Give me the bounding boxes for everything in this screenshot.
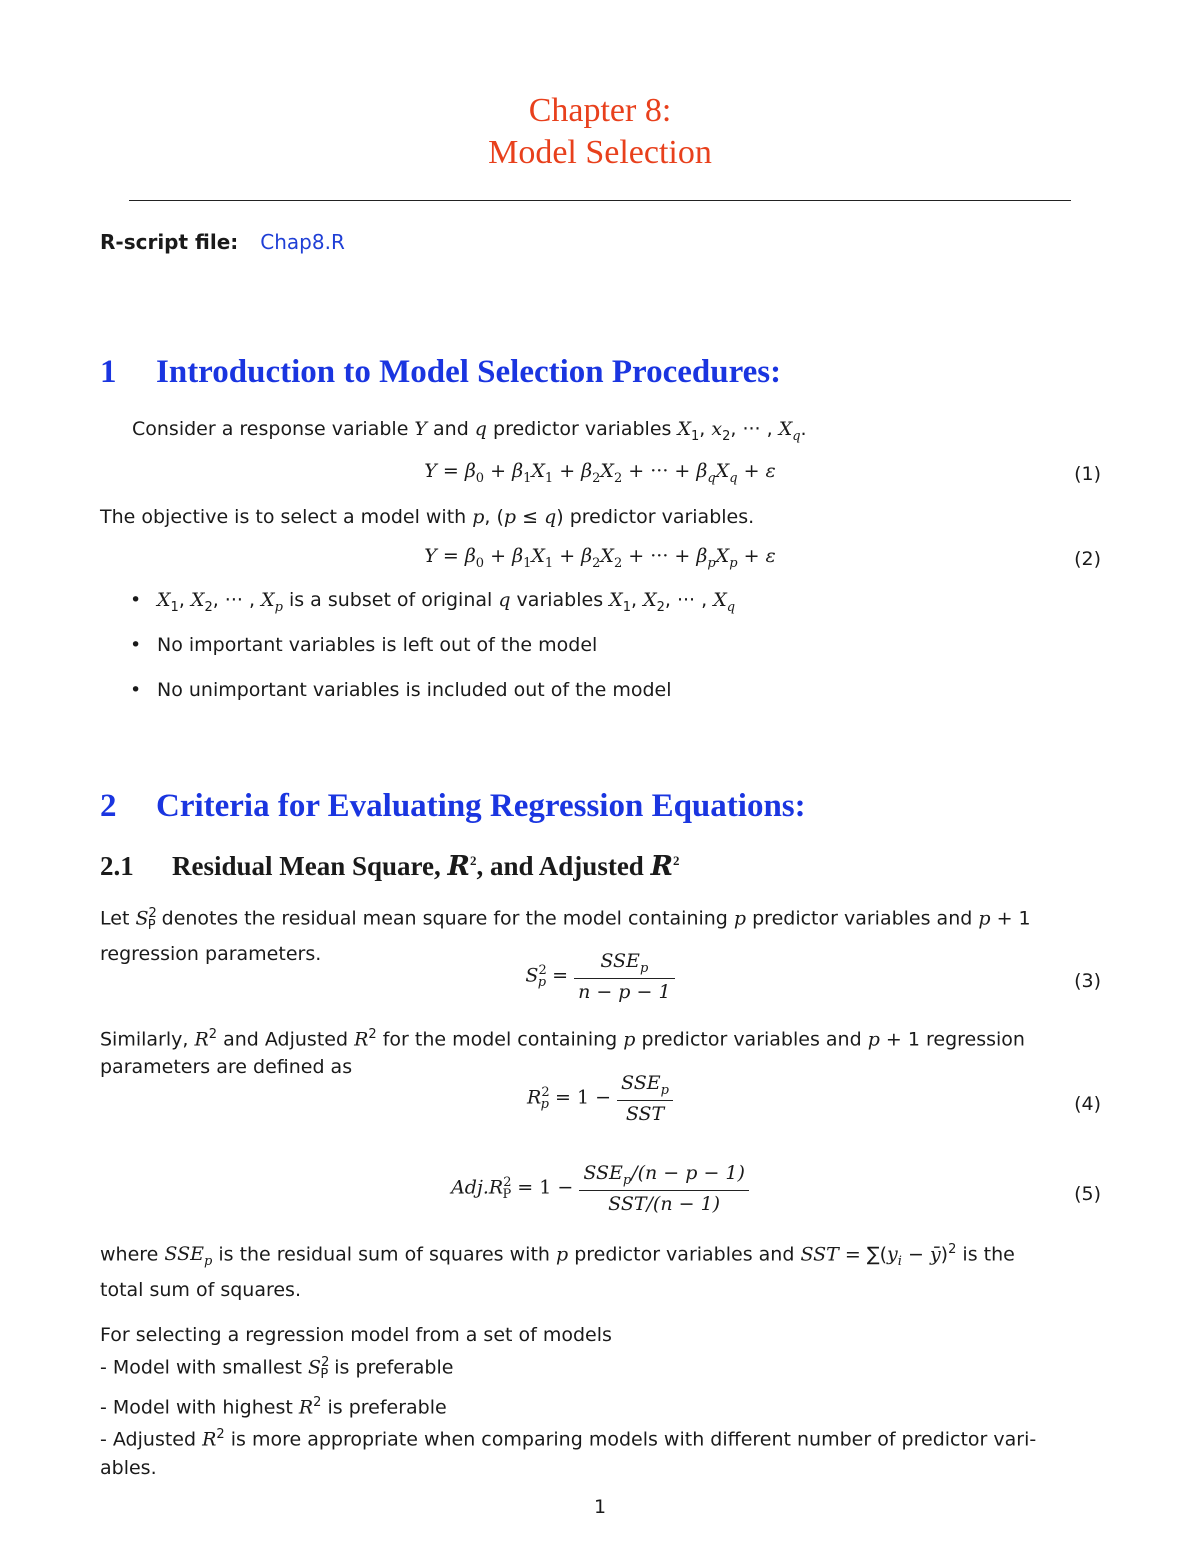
chapter-heading: Chapter 8:: [528, 92, 672, 129]
bullet-icon: •: [130, 589, 142, 611]
list-item: ables.: [100, 1456, 157, 1479]
equation-5: $Adj.R^2_P = 1$ − $\frac{SSE_p/(n - p - 1)}{\text{SST/(n − 1)}}$: [0, 1162, 1200, 1215]
equation-2: $Y = \beta_0 + \beta_1X_1 + \beta_2X_2$ + ··· + $\beta_pX_p + \varepsilon$: [424, 545, 776, 571]
subsection-2-1-heading: 2.1 Residual Mean Square, $R^2$, and Adjusted $R^2$: [100, 851, 680, 882]
bullet-text: No unimportant variables is included out of the model: [157, 679, 672, 701]
list-intro: For selecting a regression model from a set of models: [100, 1324, 612, 1346]
equation-5-number: (5): [1074, 1183, 1101, 1205]
rscript-line: [100, 230, 345, 254]
bullet-item: [130, 634, 597, 656]
bullet-icon: •: [130, 634, 142, 656]
equation-3: $S^2_p$ = $\frac{SSE_p}{n - p - 1}$: [0, 950, 1200, 1003]
section-1-objective: The objective is to select a model with p, (p ≤ q) predictor variables.: [100, 506, 755, 528]
paragraph-sse-definition: where $SSE_p$ is the residual sum of squares with p predictor variables and SST = $\sum(y_i$ − ȳ)$^2$ is the total sum of squares.: [100, 1242, 1015, 1302]
equation-2-number: (2): [1074, 548, 1101, 570]
equation-4: $R^2_p = 1$ − $\frac{SSE_p}{\text{SST}}$: [0, 1072, 1200, 1125]
paragraph-residual-mean-square: Let $S^2_P$ denotes the residual mean square for the model containing p predictor variables and p + 1 regression parameters.: [100, 906, 1031, 966]
bullet-text: No important variables is left out of the model: [157, 634, 598, 656]
section-2-title: Criteria for Evaluating Regression Equations:: [156, 788, 806, 824]
section-1-intro: Consider a response variable Y and q predictor variables $X_1$, $x_2$, ··· , $X_q$.: [132, 418, 807, 444]
subsection-2-1-number: 2.1: [100, 851, 134, 881]
selection-criteria-list: For selecting a regression model from a set of models - Model with smallest $S^2_P$ is preferable - Model with highest $R^2$ is preferable - Adjusted $R^2$ is more appropriate when comparing models with different number of predictor vari- ables.: [100, 1324, 1037, 1479]
section-1-heading: [100, 354, 781, 391]
section-2-heading: [100, 788, 806, 825]
bullet-item: • $X_1$, $X_2$, ··· , $X_p$ is a subset of original q variables $X_1$, $X_2$, ··· , $X_q$: [130, 589, 736, 615]
section-1-number: 1: [100, 354, 117, 390]
paragraph-r-squared: Similarly, $R^2$ and Adjusted $R^2$ for the model containing p predictor variables and p + 1 regression parameters are defined as: [100, 1027, 1025, 1079]
chapter-title: Model Selection: [488, 134, 712, 171]
section-2-number: 2: [100, 788, 117, 824]
page-number: 1: [593, 1496, 607, 1518]
equation-1: $Y = \beta_0 + \beta_1X_1 + \beta_2X_2$ + ··· + $\beta_qX_q + \varepsilon$: [424, 460, 776, 486]
rscript-label: R-script file:: [100, 230, 239, 254]
equation-1-number: (1): [1074, 463, 1101, 485]
title-rule: [129, 200, 1071, 201]
bullet-icon: •: [130, 679, 142, 701]
rscript-file-link[interactable]: Chap8.R: [260, 230, 345, 254]
bullet-item: [130, 679, 672, 701]
equation-3-number: (3): [1074, 970, 1101, 992]
section-1-title: Introduction to Model Selection Procedures:: [156, 354, 782, 390]
equation-4-number: (4): [1074, 1093, 1101, 1115]
